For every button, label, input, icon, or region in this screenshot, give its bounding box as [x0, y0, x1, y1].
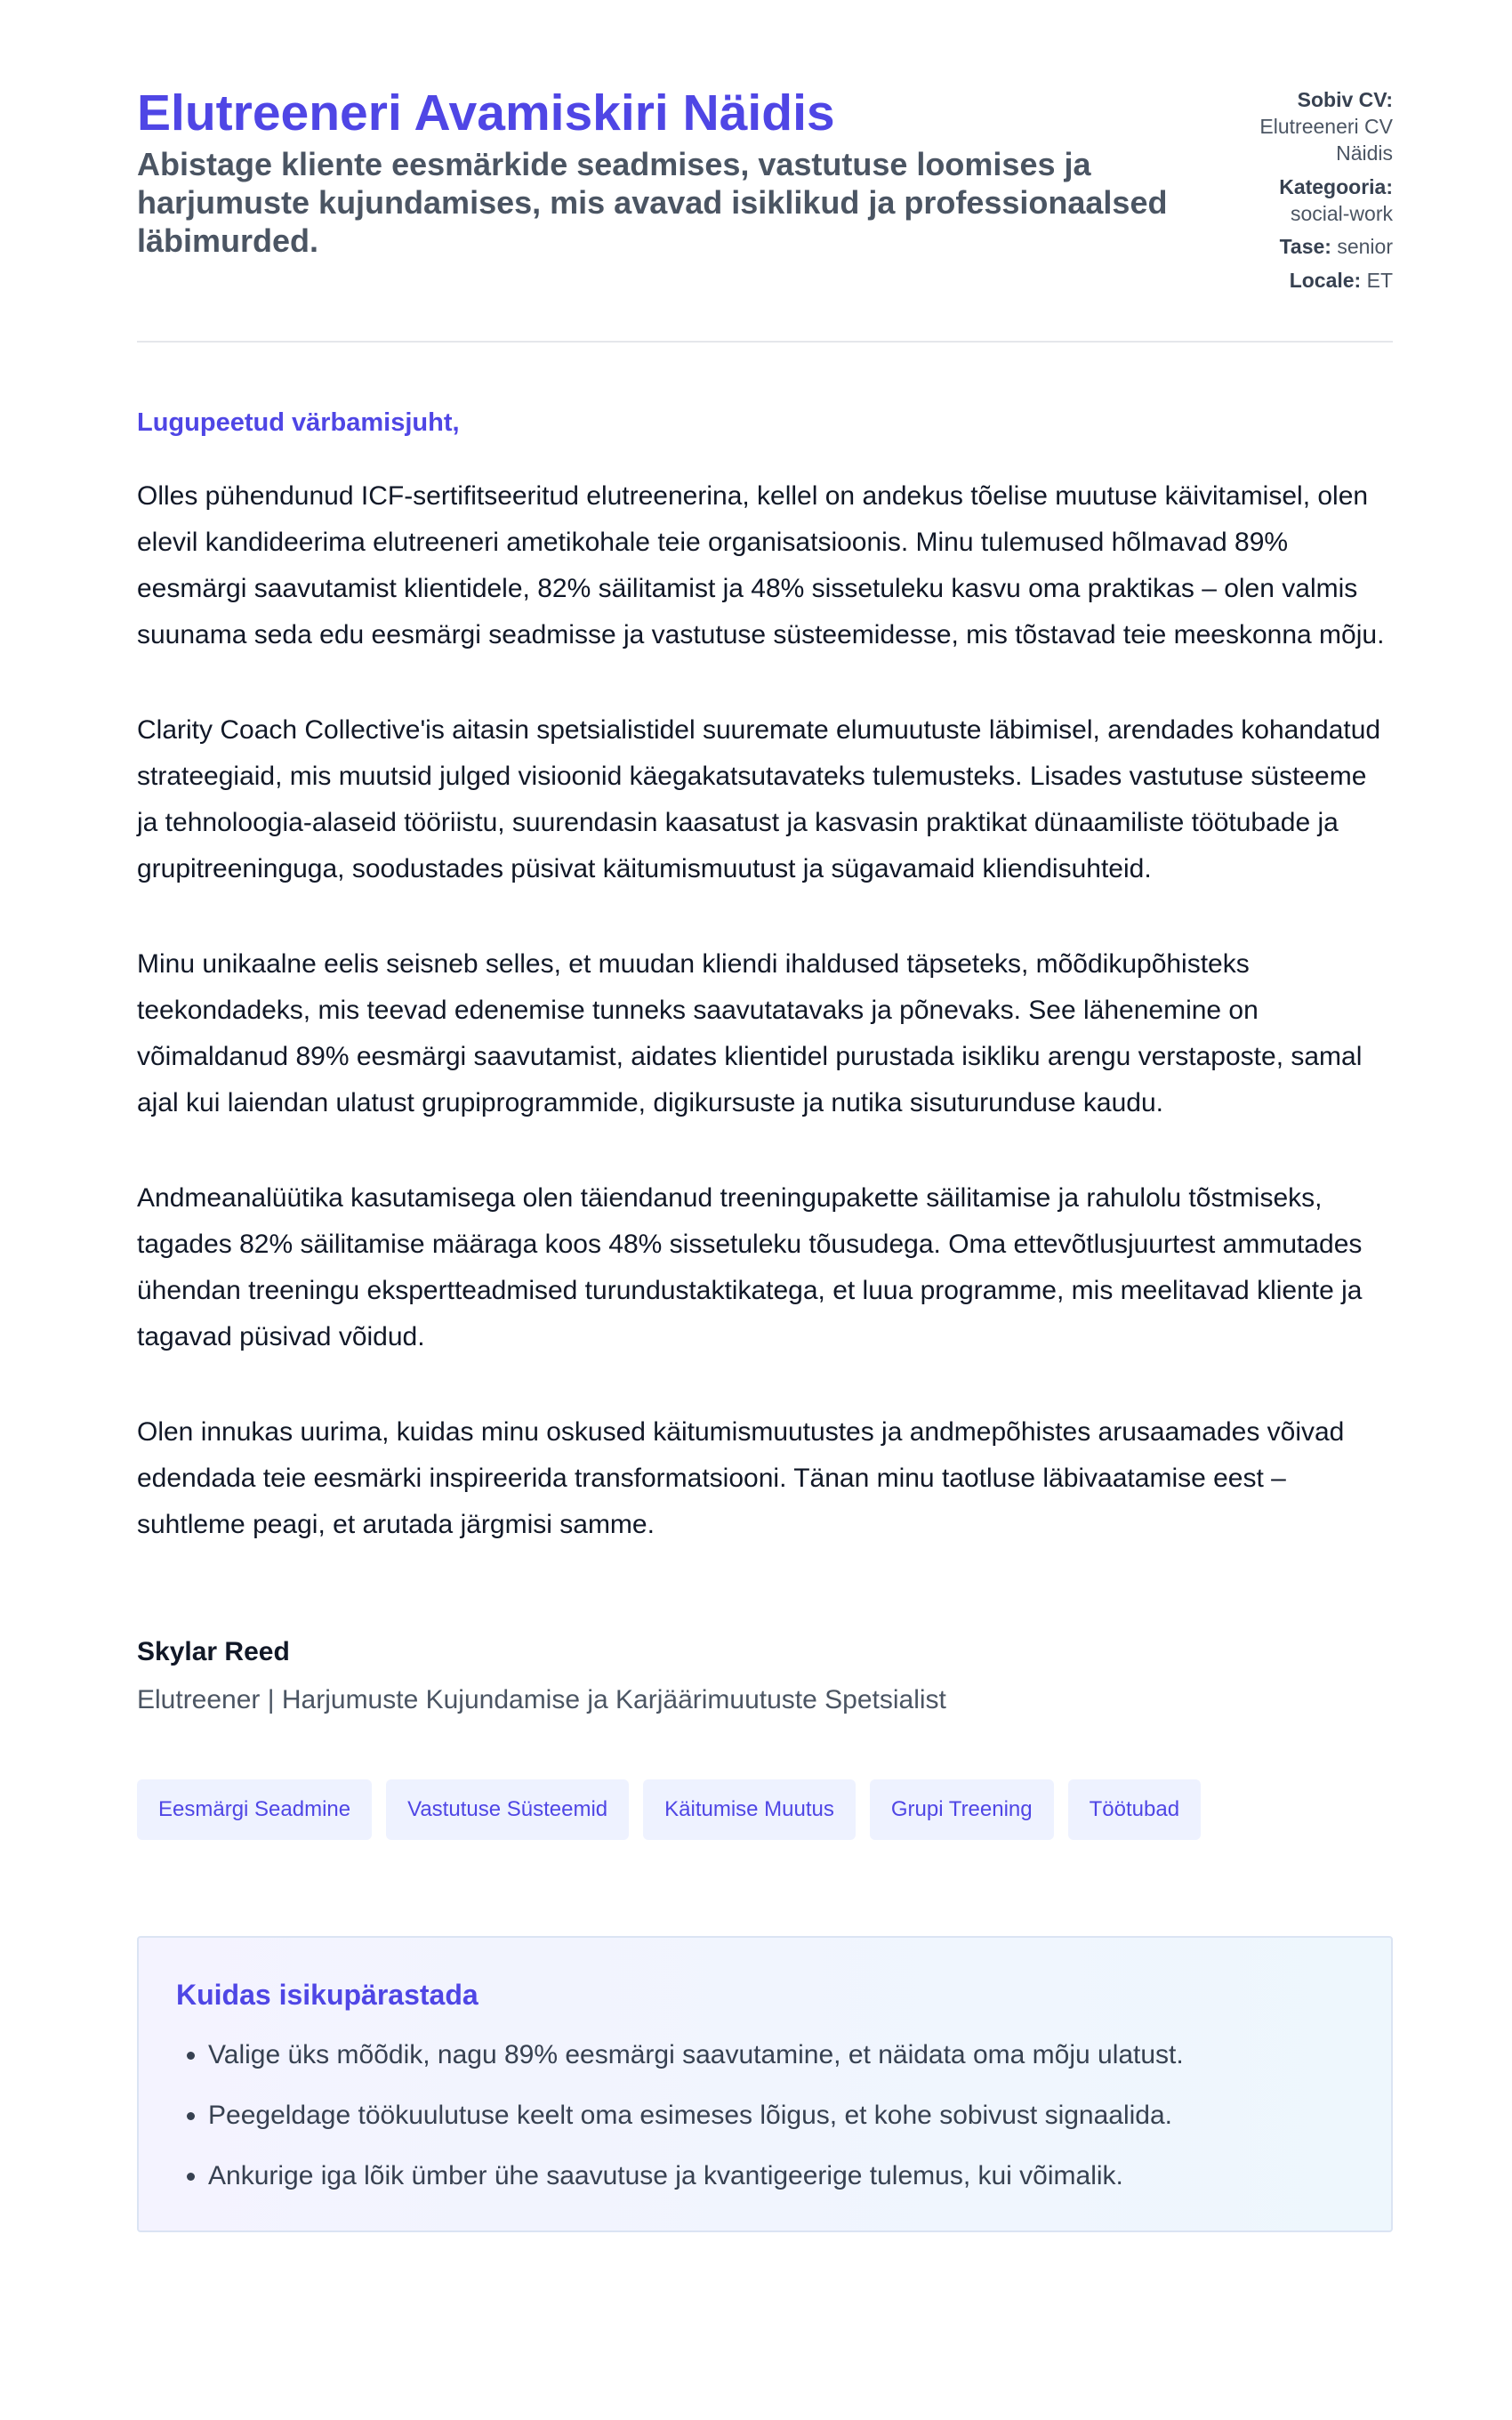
letter-paragraph-4: Andmeanalüütika kasutamisega olen täiendanud treeningupakette säilitamise ja rahulolu tõstmiseks, tagades 82% säilitamise määraga koos 48% sissetuleku tõusudega. Oma ettevõtlusjuurtest ammutades ühendan treeningu ekspertteadmised turundustaktikatega, et luua programme, mis meelitavad kliente ja tagavad püsivad võidud. [137, 1183, 1363, 1352]
meta-locale-label: Locale: [1289, 269, 1362, 293]
letter-paragraph-2: Clarity Coach Collective'is aitasin spetsialistidel suuremate elumuutuste läbimisel, arendades kohandatud strateegiaid, mis muutsid julged visioonid käegakatsutavateks tulemusteks. Lisades vastutuse süsteeme ja tehnoloogia-alaseid tööriistu, suurendasin kaasatust ja kasvasin praktikat dünaamiliste töötubade ja grupitreeninguga, soodustades püsivat käitumismuutust ja sügavamaid kliendisuhteid. [137, 715, 1381, 884]
tips-item: • Ankurige iga lõik ümber ühe saavutuse ja kvantigeerige tulemus, kui võimalik. [208, 2158, 1354, 2195]
letter-body [137, 473, 1393, 1548]
letter-salutation: Lugupeetud värbamisjuht, [137, 408, 460, 438]
meta-cv [1224, 87, 1393, 167]
meta-locale-value: ET [1366, 269, 1393, 293]
meta-cv-value: Elutreeneri CV Näidis [1259, 114, 1393, 165]
signature-block [137, 1637, 1393, 1715]
tips-list [176, 2037, 1354, 2195]
page-subtitle: Abistage kliente eesmärkide seadmises, vastutuse loomises ja harjumuste kujundamises, mis avavad isiklikud ja professionaalsed läbimurded. [137, 145, 1168, 260]
letter-paragraph-1: Olles pühendunud ICF-sertifitseeritud elutreenerina, kellel on andekus tõelise muutuse käivitamisel, olen elevil kandideerima elutreeneri ametikohale teie organisatsioonis. Minu tulemused hõlmavad 89% eesmärgi saavutamist klientidele, 82% säilitamist ja 48% sissetuleku kasvu oma praktikas – olen valmis suunama seda edu eesmärgi seadmisse ja vastutuse süsteemidesse, mis tõstavad teie meeskonna mõju. [137, 481, 1385, 650]
skill-tag: Töötubad [1068, 1779, 1201, 1840]
page-title: Elutreeneri Avamiskiri Näidis [137, 85, 835, 141]
meta-category [1224, 174, 1393, 228]
tips-item: • Peegeldage töökuulutuse keelt oma esimeses lõigus, et kohe sobivust signaalida. [208, 2097, 1354, 2134]
skill-tags [137, 1779, 1393, 1840]
skill-tag: Eesmärgi Seadmine [137, 1779, 372, 1840]
meta-category-label: Kategooria: [1279, 174, 1393, 198]
signature-name: Skylar Reed [137, 1637, 290, 1667]
meta-level-label: Tase: [1279, 235, 1331, 259]
tips-title: Kuidas isikupärastada [176, 1979, 479, 2012]
tips-item: • Valige üks mõõdik, nagu 89% eesmärgi saavutamine, et näidata oma mõju ulatust. [208, 2037, 1354, 2074]
document-meta [1224, 85, 1393, 302]
letter-paragraph-3: Minu unikaalne eelis seisneb selles, et muudan kliendi ihaldused täpseteks, mõõdikupõhisteks teekondadeks, mis teevad edenemise tunneks saavutatavaks ja põnevaks. See lähenemine on võimaldanud 89% eesmärgi saavutamist, aidates klientidel purustada isikliku arengu verstaposte, samal ajal kui laiendan ulatust grupiprogrammide, digikursuste ja nutika sisuturunduse kaudu. [137, 949, 1363, 1118]
skill-tag: Käitumise Muutus [643, 1779, 856, 1840]
signature-role: Elutreener | Harjumuste Kujundamise ja Karjäärimuutuste Spetsialist [137, 1685, 946, 1715]
meta-category-value: social-work [1290, 201, 1393, 225]
document-header [137, 85, 1393, 343]
document-content [137, 85, 1393, 2232]
meta-level-value: senior [1337, 235, 1393, 259]
header-titles [137, 85, 1204, 260]
meta-locale [1224, 268, 1393, 294]
skill-tag: Vastutuse Süsteemid [386, 1779, 629, 1840]
meta-level [1224, 234, 1393, 261]
meta-cv-label: Sobiv CV: [1297, 88, 1393, 111]
personalization-tips [137, 1936, 1393, 2232]
skill-tag: Grupi Treening [870, 1779, 1054, 1840]
letter-paragraph-5: Olen innukas uurima, kuidas minu oskused käitumismuutustes ja andmepõhistes arusaamades võivad edendada teie eesmärki inspireerida transformatsiooni. Tänan minu taotluse läbivaatamise eest – suhtleme peagi, et arutada järgmisi samme. [137, 1417, 1345, 1540]
